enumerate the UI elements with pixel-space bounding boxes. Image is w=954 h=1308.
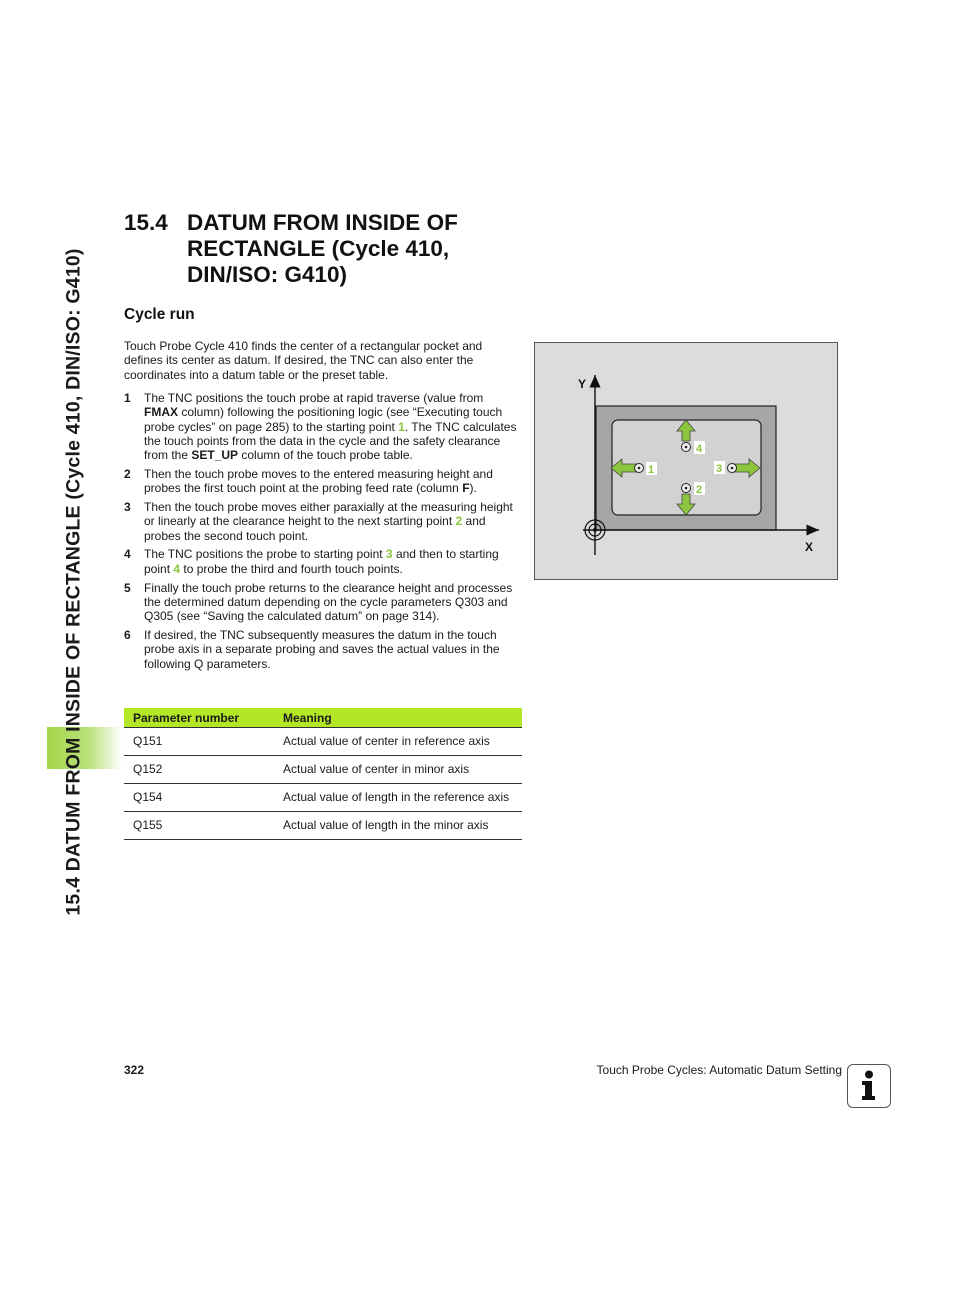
intro-paragraph: Touch Probe Cycle 410 finds the center of a rectangular pocket and defines its center as datum. If desired, the TNC can also enter the coordinates into a datum table or the preset table. [124,339,483,382]
meaning-cell: Actual value of center in minor axis [274,756,522,784]
table-row [124,756,522,784]
y-axis-label: Y [578,377,587,391]
steps-list [124,391,520,675]
column-header: Meaning [274,708,522,728]
meaning-cell: Actual value of length in the minor axis [274,812,522,840]
section-title-line-2: RECTANGLE (Cycle 410, [187,236,450,261]
meaning-cell: Actual value of center in reference axis [274,728,522,756]
step-item: 5 Finally the touch probe returns to the clearance height and processes the determined datum depending on the cycle parameters Q303 and Q305 (see “Saving the calculated datum” on page 314). [124,580,513,624]
table-row [124,812,522,840]
point-label-3: 3 [716,463,723,475]
table-row [124,728,522,756]
step-item: 6 If desired, the TNC subsequently measures the datum in the touch probe axis in a separate probing and saves the actual values in the following Q parameters. [124,627,500,671]
footer-chapter-title: Touch Probe Cycles: Automatic Datum Setting [596,1063,842,1077]
step-item: 4 The TNC positions the probe to starting point 3 and then to starting point 4 to probe the third and fourth touch points. [124,547,499,576]
point-label-4: 4 [696,443,703,455]
step-number: 4 [124,547,131,562]
section-heading [124,210,504,288]
q-parameter-table [124,708,522,840]
step-number: 2 [124,466,131,481]
parameter-cell: Q155 [124,812,274,840]
section-title-line-1: DATUM FROM INSIDE OF [187,210,458,235]
table-header-row [124,708,522,728]
step-item: 2 Then the touch probe moves to the entered measuring height and probes the first touch point at the probing feed rate (column F). [124,466,493,496]
step-number: 1 [124,391,131,405]
info-icon [847,1064,891,1108]
meaning-cell: Actual value of length in the reference axis [274,784,522,812]
section-title-line-3: DIN/ISO: G410) [187,262,348,287]
step-number: 3 [124,500,131,515]
page-number: 322 [124,1063,145,1077]
subheading-cycle-run: Cycle run [124,306,195,323]
point-label-1: 1 [648,464,655,476]
step-item: 1 The TNC positions the touch probe at rapid traverse (value from FMAX column) following the positioning logic (see “Executing touch probe cycles” on page 285) to the starting point 1. The TNC calculates the touch points from the data in the cycle and the safety clearance from the SET_UP column of the touch probe table. [124,391,517,463]
table-row [124,784,522,812]
step-number: 5 [124,580,131,595]
x-axis-label: X [805,540,814,554]
point-label-2: 2 [696,484,703,496]
parameter-cell: Q152 [124,756,274,784]
side-chapter-title: 15.4 DATUM FROM INSIDE OF RECTANGLE (Cycle 410, DIN/ISO: G410) [62,248,85,916]
parameter-cell: Q154 [124,784,274,812]
step-item: 3 Then the touch probe moves either paraxially at the measuring height or linearly at the clearance height to the next starting point 2 and probes the second touch point. [124,500,513,543]
step-number: 6 [124,627,131,642]
cycle-diagram-svg [535,343,837,579]
column-header: Parameter number [124,708,274,728]
parameter-cell: Q151 [124,728,274,756]
cycle-diagram [534,342,838,580]
section-number: 15.4 [124,210,168,235]
